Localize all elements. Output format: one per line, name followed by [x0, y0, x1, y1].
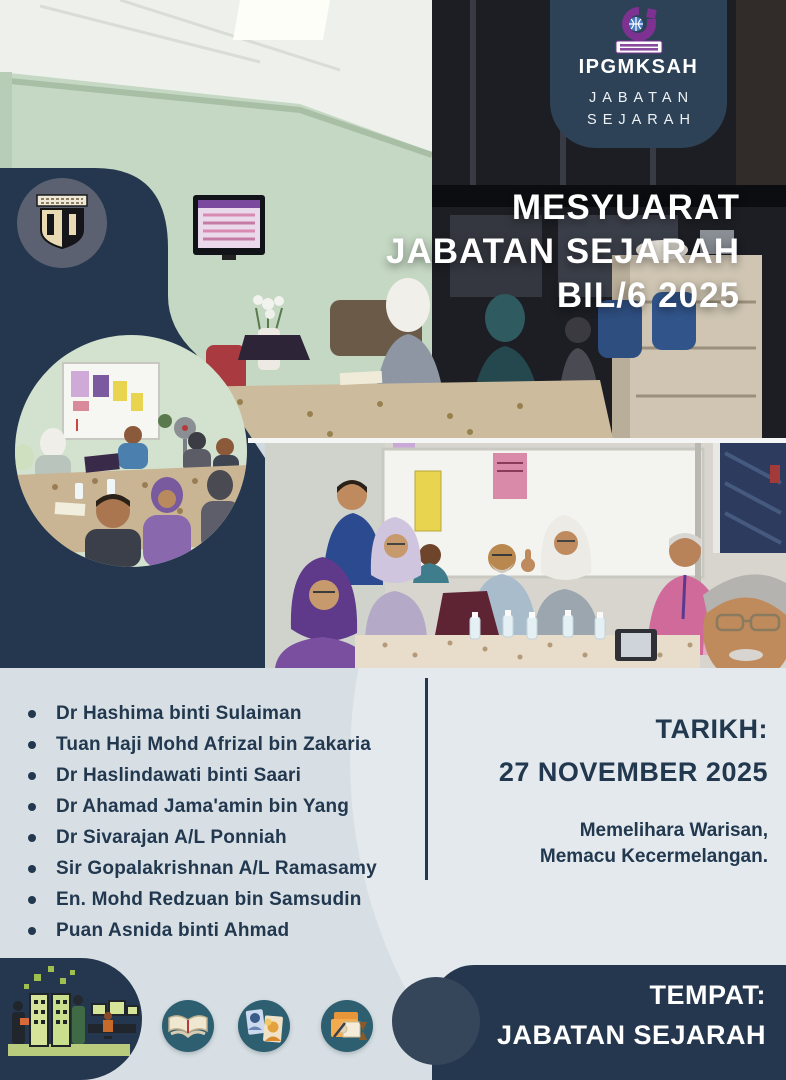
attendee-item: En. Mohd Redzuan bin Samsudin — [28, 884, 377, 915]
org-badge — [550, 0, 727, 148]
vertical-divider — [425, 678, 428, 880]
meeting-circle-photo-art — [15, 335, 247, 567]
date-label: TARIKH: — [655, 714, 768, 744]
attendee-item: Puan Asnida binti Ahmad — [28, 915, 377, 946]
motto-line-2: Memacu Kecermelangan. — [539, 846, 768, 867]
motto-text — [499, 818, 768, 870]
date-value: 27 NOVEMBER 2025 — [498, 757, 768, 787]
attendees-list — [28, 698, 377, 946]
attendee-item: Sir Gopalakrishnan A/L Ramasamy — [28, 853, 377, 884]
open-book-icon — [162, 1000, 214, 1052]
badge-org-name: IPGMKSAH — [578, 56, 699, 78]
attendee-item: Dr Hashima binti Sulaiman — [28, 698, 377, 729]
title-line-3: BIL/6 2025 — [556, 276, 740, 315]
title-line-2: JABATAN SEJARAH — [385, 232, 740, 271]
badge-dept-line-1: JABATAN — [588, 90, 695, 106]
venue-label: TEMPAT: — [649, 980, 766, 1010]
motto-line-1: Memelihara Warisan, — [579, 820, 768, 841]
attendee-item: Dr Ahamad Jama'amin bin Yang — [28, 791, 377, 822]
history-scroll-circle — [321, 1000, 373, 1052]
ipg-logo-icon — [609, 5, 669, 55]
attendee-item: Tuan Haji Mohd Afrizal bin Zakaria — [28, 729, 377, 760]
meeting-circle-photo — [15, 335, 247, 567]
archive-data-center-illustration — [0, 958, 142, 1080]
date-block — [499, 714, 768, 870]
history-scroll-icon — [321, 1000, 373, 1052]
venue-value: JABATAN SEJARAH — [496, 1020, 766, 1050]
group-selfie-photo — [265, 443, 786, 668]
attendee-item: Dr Sivarajan A/L Ponniah — [28, 822, 377, 853]
badge-dept-line-2: SEJARAH — [587, 112, 696, 128]
sejarah-shield-crest-icon — [17, 178, 107, 268]
open-book-circle — [162, 1000, 214, 1052]
group-discussion-circle — [238, 1000, 290, 1052]
venue-block — [432, 965, 786, 1080]
archive-illustration-panel — [0, 958, 142, 1080]
attendee-item: Dr Haslindawati binti Saari — [28, 760, 377, 791]
info-section — [0, 668, 786, 1080]
group-selfie-photo-art — [265, 443, 786, 668]
title-line-1: MESYUARAT — [511, 188, 740, 227]
poster-title — [386, 186, 740, 318]
group-discussion-icon — [238, 1000, 290, 1052]
